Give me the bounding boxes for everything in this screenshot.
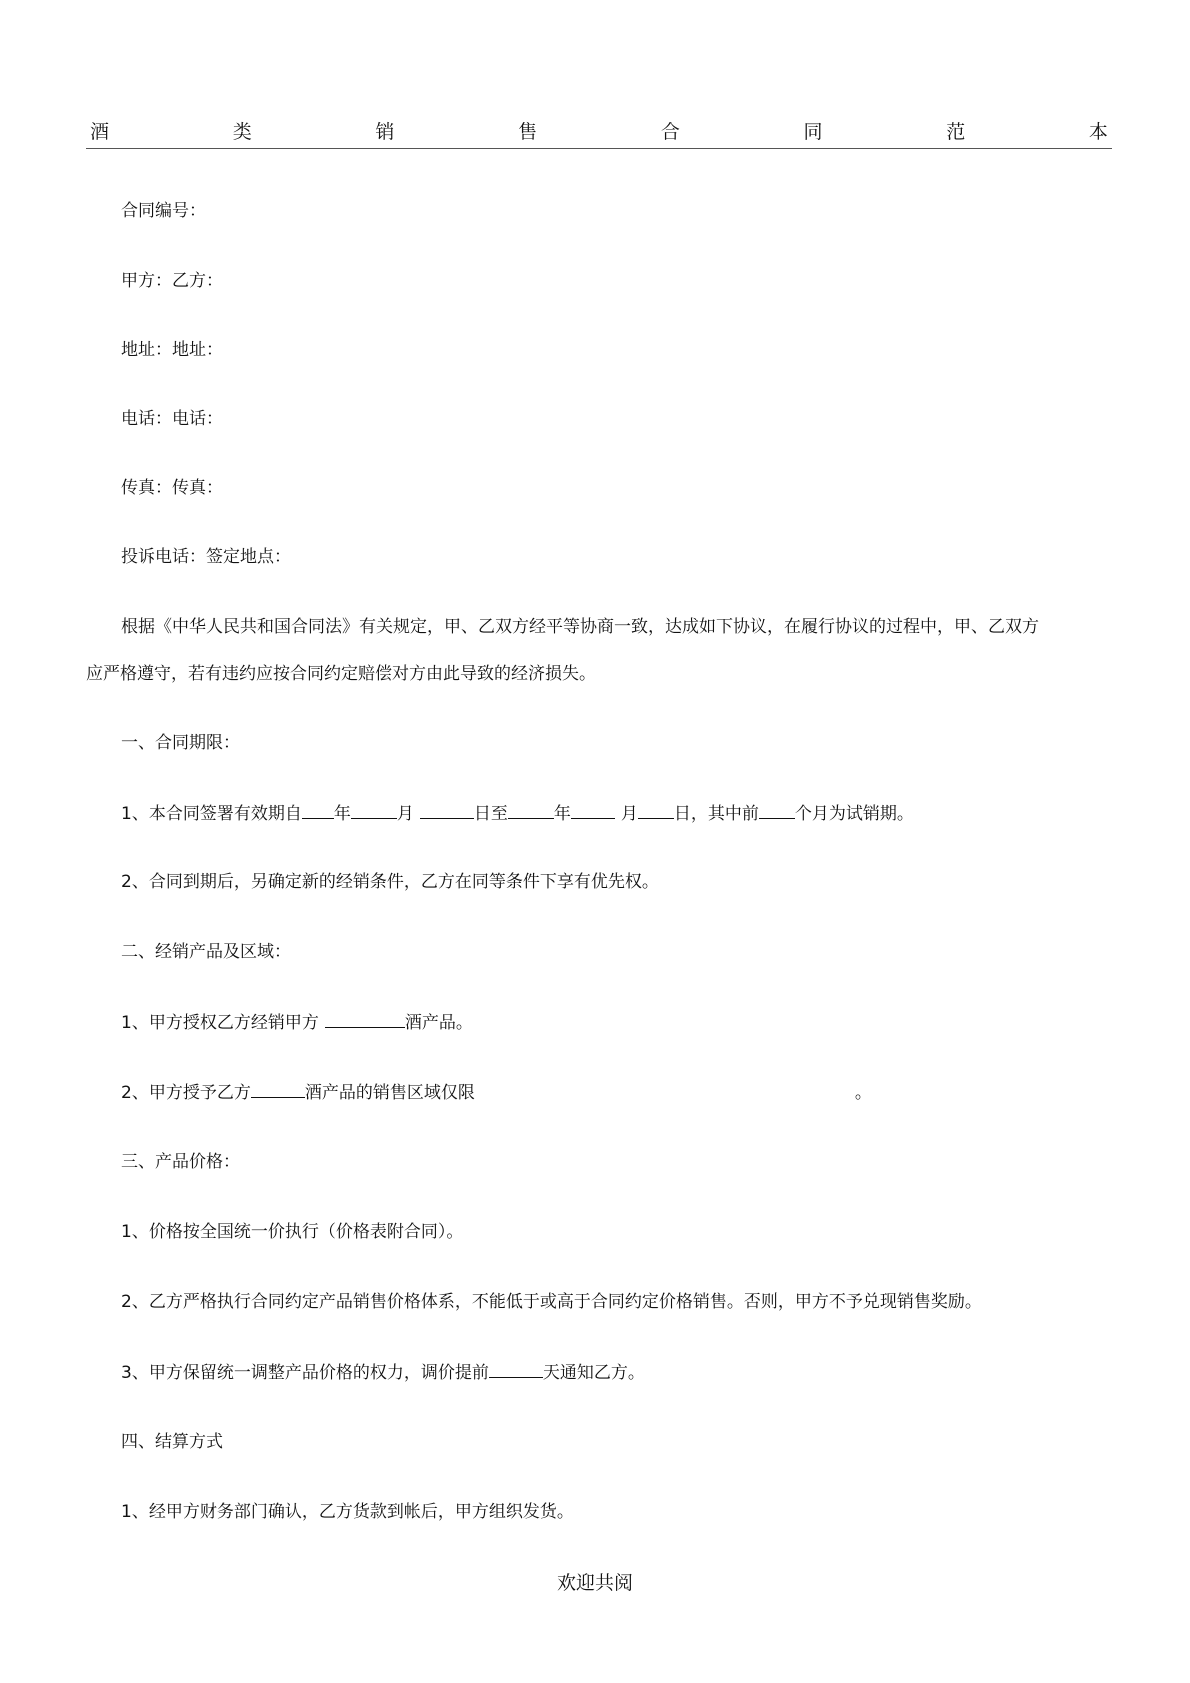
blank-line <box>638 802 674 819</box>
title-char: 售 <box>518 121 538 143</box>
term-text: 月 <box>620 804 638 824</box>
price-clause-3 <box>121 1361 645 1384</box>
term-text: 1、本合同签署有效期自 <box>121 804 302 824</box>
price-text: 天通知乙方。 <box>542 1363 645 1383</box>
title-char: 范 <box>946 121 966 143</box>
term-text: 日至 <box>473 804 508 824</box>
title-char: 类 <box>232 121 252 143</box>
contract-number-field: 合同编号： <box>121 201 206 221</box>
term-text: 年 <box>553 804 571 824</box>
term-text: 个月为试销期。 <box>794 804 914 824</box>
address-field: 地址：地址： <box>121 340 223 360</box>
product-text: 1、甲方授权乙方经销甲方 <box>121 1013 319 1033</box>
title-char: 销 <box>375 121 395 143</box>
preamble-line-2: 应严格遵守，若有违约应按合同约定赔偿对方由此导致的经济损失。 <box>86 664 596 684</box>
region-text: 2、甲方授予乙方 <box>121 1083 251 1103</box>
blank-line <box>325 1011 405 1028</box>
blank-line <box>759 802 795 819</box>
region-text: 。 <box>854 1083 872 1103</box>
price-clause-1: 1、价格按全国统一价执行（价格表附合同）。 <box>121 1222 464 1242</box>
term-text: 月 <box>396 804 414 824</box>
term-text: 年 <box>333 804 351 824</box>
blank-line <box>351 802 397 819</box>
party-field: 甲方：乙方： <box>121 271 223 291</box>
title-char: 合 <box>660 121 680 143</box>
region-text: 酒产品的销售区域仅限 <box>304 1083 475 1103</box>
product-clause <box>121 1011 473 1034</box>
blank-line <box>508 802 554 819</box>
settlement-clause: 1、经甲方财务部门确认，乙方货款到帐后，甲方组织发货。 <box>121 1502 574 1522</box>
section-3-title: 三、产品价格： <box>121 1152 240 1172</box>
price-clause-2: 2、乙方严格执行合同约定产品销售价格体系，不能低于或高于合同约定价格销售。否则，甲方不予兑现销售奖励。 <box>121 1292 982 1312</box>
preamble-line-1: 根据《中华人民共和国合同法》有关规定，甲、乙双方经平等协商一致，达成如下协议，在履行协议的过程中，甲、乙双方 <box>121 617 1039 637</box>
blank-line <box>302 802 334 819</box>
blank-line <box>420 802 474 819</box>
blank-line <box>571 802 615 819</box>
blank-line <box>489 1361 543 1378</box>
document-title <box>86 120 1112 149</box>
renewal-clause: 2、合同到期后，另确定新的经销条件，乙方在同等条件下享有优先权。 <box>121 872 659 892</box>
phone-field: 电话：电话： <box>121 409 223 429</box>
price-text: 3、甲方保留统一调整产品价格的权力，调价提前 <box>121 1363 489 1383</box>
page-footer: 欢迎共阅 <box>556 1572 633 1594</box>
fax-field: 传真：传真： <box>121 478 223 498</box>
region-clause <box>121 1081 872 1104</box>
term-text: 日，其中前 <box>673 804 759 824</box>
term-clause <box>121 802 914 825</box>
title-char: 酒 <box>90 121 110 143</box>
product-text: 酒产品。 <box>404 1013 473 1033</box>
title-char: 同 <box>803 121 823 143</box>
title-char: 本 <box>1088 121 1108 143</box>
section-4-title: 四、结算方式 <box>121 1432 223 1452</box>
complaint-phone-field: 投诉电话：签定地点： <box>121 547 291 567</box>
section-1-title: 一、合同期限： <box>121 733 240 753</box>
section-2-title: 二、经销产品及区域： <box>121 942 291 962</box>
blank-line <box>251 1081 305 1098</box>
